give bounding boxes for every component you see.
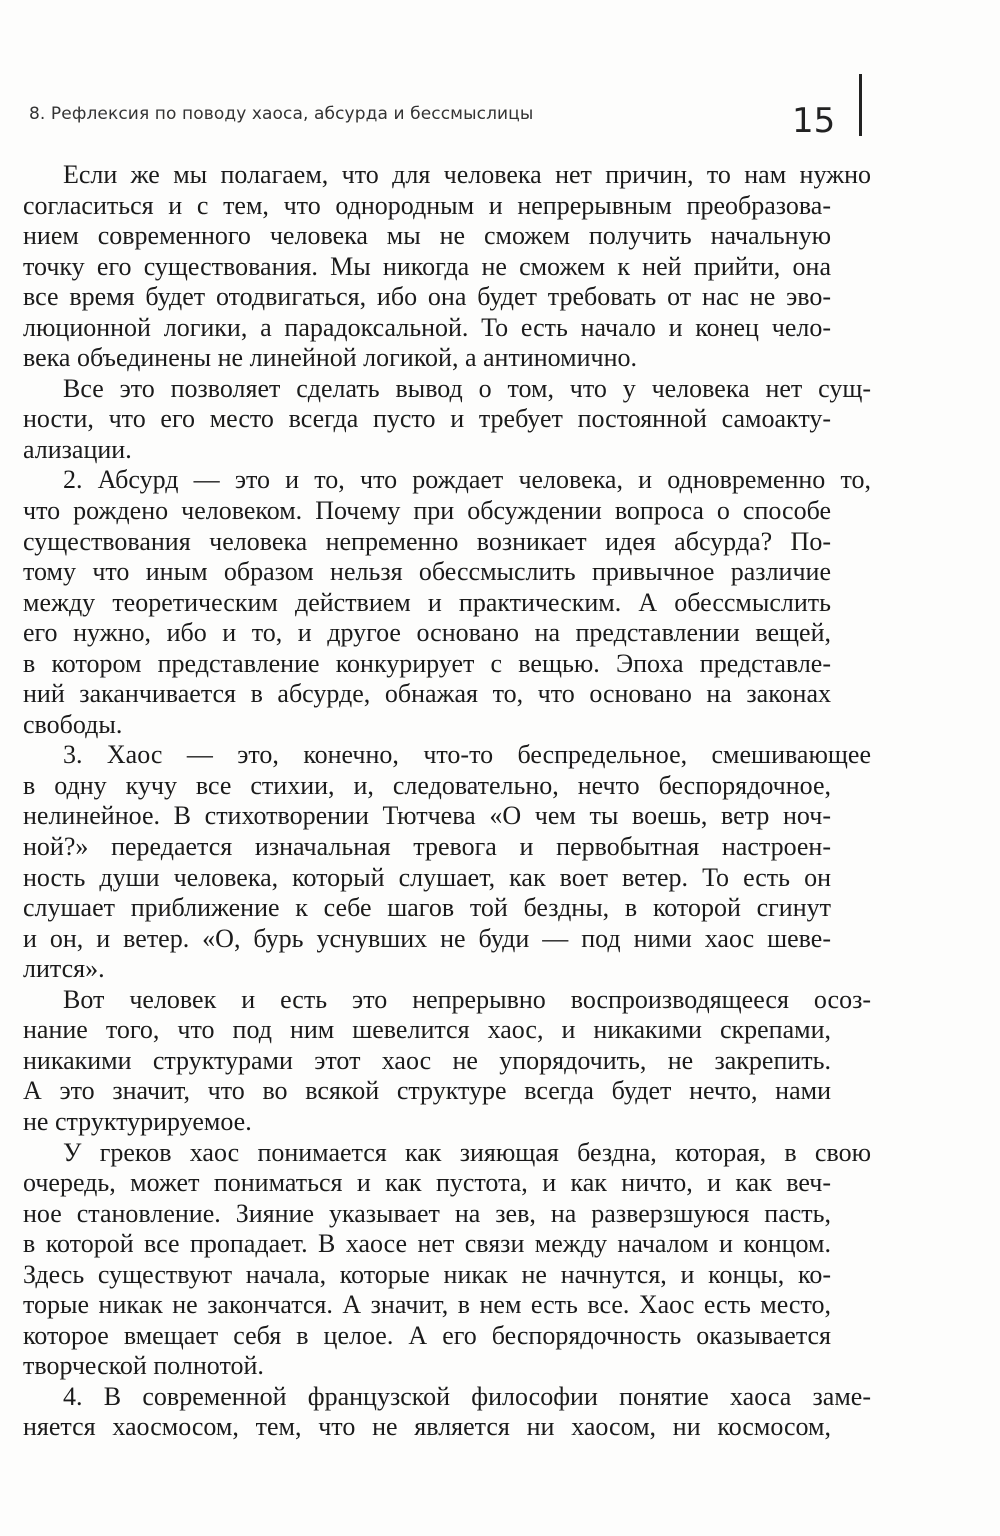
body-text [23,160,871,1443]
text-line: ное становление. Зияние указывает на зев, на разверзшуюся пасть, [23,1198,831,1228]
text-line: все время будет отодвигаться, ибо она будет требовать от нас не эво- [23,282,831,312]
text-line: лится». [23,954,105,984]
text-line: нелинейное. В стихотворении Тютчева «О чем ты воешь, ветр ноч- [23,801,831,831]
text-line: слушает приближение к себе шагов той бездны, в которой сгинут [23,893,831,923]
text-line: в одну кучу все стихии, и, следовательно, нечто беспорядочное, [23,770,831,800]
text-line: ности, что его место всегда пусто и требует постоянной самоакту- [23,404,831,434]
text-line: не структурируемое. [23,1106,252,1136]
text-line: няется хаосмосом, тем, что не является ни хаосом, ни космосом, [23,1412,831,1442]
header-rule [859,74,862,136]
text-line: тому что иным образом нельзя обессмыслить привычное различие [23,557,831,587]
text-line: между теоретическим действием и практическим. А обессмыслить [23,587,831,617]
text-line: нание того, что под ним шевелится хаос, и никакими скрепами, [23,1015,831,1045]
text-line: ность души человека, который слушает, как воет ветер. То есть он [23,862,831,892]
text-line: согласиться и с тем, что однородным и непрерывным преобразова- [23,190,831,220]
text-line: его нужно, ибо и то, и другое основано на представлении вещей, [23,618,831,648]
text-line: торые никак не закончатся. А значит, в нем есть все. Хаос есть место, [23,1290,831,1320]
text-line: что рождено человеком. Почему при обсуждении вопроса о способе [23,496,831,526]
text-line: А это значит, что во всякой структуре всегда будет нечто, нами [23,1076,831,1106]
text-line: которое вмещает себя в целое. А его беспорядочность оказывается [23,1320,831,1350]
text-line: точку его существования. Мы никогда не сможем к ней прийти, она [23,251,831,281]
text-line: Вот человек и есть это непрерывно воспроизводящееся осоз- [63,984,871,1014]
text-line: века объединены не линейной логикой, а антиномично. [23,343,638,373]
text-line: ализации. [23,434,132,464]
text-line: никакими структурами этот хаос не упорядочить, не закрепить. [23,1045,831,1075]
text-line: ний заканчивается в абсурде, обнажая то, что основано на законах [23,679,831,709]
text-line: ной?» передается изначальная тревога и первобытная настроен- [23,832,831,862]
text-line: У греков хаос понимается как зияющая бездна, которая, в свою [63,1137,871,1167]
text-line: существования человека непременно возникает идея абсурда? По- [23,526,831,556]
text-line: очередь, может пониматься и как пустота, и как ничто, и как веч- [23,1168,831,1198]
text-line: люционной логики, а парадоксальной. То есть начало и конец чело- [23,312,831,342]
text-line: Все это позволяет сделать вывод о том, что у человека нет сущ- [63,373,871,403]
running-header-title: 8. Рефлексия по поводу хаоса, абсурда и бессмыслицы [29,104,534,124]
text-line: творческой полнотой. [23,1351,264,1381]
text-line: в котором представление конкурирует с вещью. Эпоха представле- [23,648,831,678]
text-line: нием современного человека мы не сможем получить начальную [23,221,831,251]
text-line: Если же мы полагаем, что для человека нет причин, то нам нужно [63,160,871,189]
text-line: в которой все пропадает. В хаосе нет связи между началом и концом. [23,1229,831,1259]
text-line: 2. Абсурд — это и то, что рождает человека, и одновременно то, [63,465,871,495]
text-line: Здесь существуют начала, которые никак не начнутся, и концы, ко- [23,1259,831,1289]
text-line: 3. Хаос — это, конечно, что-то беспредельное, смешивающее [63,740,871,770]
text-line: свободы. [23,709,123,739]
text-line: 4. В современной французской философии понятие хаоса заме- [63,1381,871,1411]
page-number: 15 [792,101,836,141]
text-line: и он, и ветер. «О, бурь уснувших не буди — под ними хаос шеве- [23,923,831,953]
